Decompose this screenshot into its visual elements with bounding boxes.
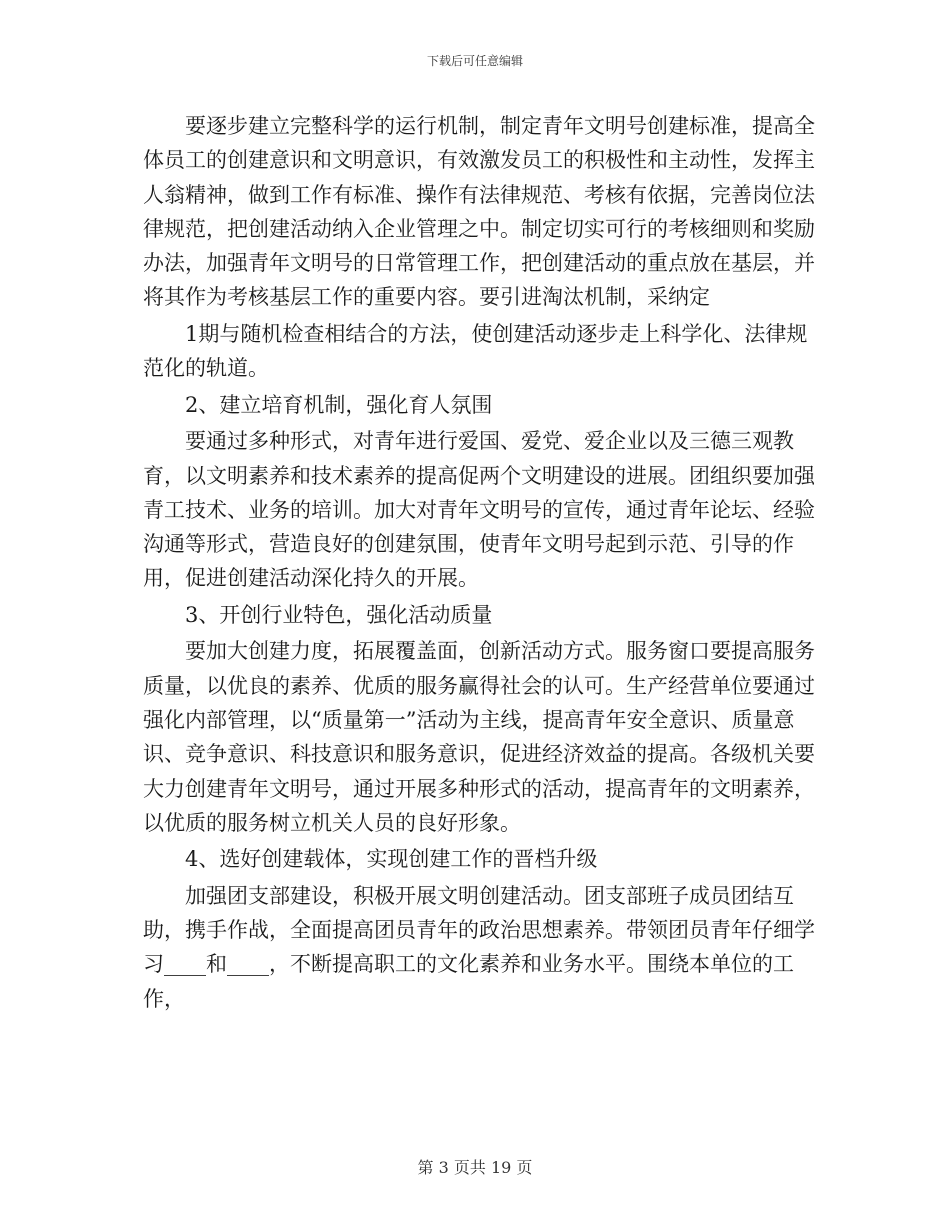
paragraph-2: 1期与随机检查相结合的方法，使创建活动逐步走上科学化、法律规范化的轨道。 <box>143 321 808 381</box>
document-body <box>143 109 815 1018</box>
page-footer: 第 3 页共 19 页 <box>417 1158 533 1177</box>
section-heading-4: 4、选好创建载体，实现创建工作的晋档升级 <box>185 847 598 872</box>
paragraph-1: 要逐步建立完整科学的运行机制，制定青年文明号创建标准，提高全体员工的创建意识和文明意识，有效激发员工的积极性和主动性，发挥主人翁精神，做到工作有标准、操作有法律规范、考核有依据，完善岗位法律规范，把创建活动纳入企业管理之中。制定切实可行的考核细则和奖励办法，加强青年文明号的日常管理工作，把创建活动的重点放在基层，并将其作为考核基层工作的重要内容。要引进淘汰机制，采纳定 <box>143 114 815 310</box>
paragraph-3: 要通过多种形式，对青年进行爱国、爱党、爱企业以及三德三观教育，以文明素养和技术素养的提高促两个文明建设的进展。团组织要加强青工技术、业务的培训。加大对青年文明号的宣传，通过青年论坛、经验沟通等形式，营造良好的创建氛围，使青年文明号起到示范、引导的作用，促进创建活动深化持久的开展。 <box>143 429 815 591</box>
paragraph-5: 加强团支部建设，积极开展文明创建活动。团支部班子成员团结互助，携手作战，全面提高团员青年的政治思想素养。带领团员青年仔细学习____和____，不断提高职工的文化素养和业务水平。围绕本单位的工作， <box>143 883 815 1011</box>
section-heading-3: 3、开创行业特色，强化活动质量 <box>185 602 493 627</box>
section-heading-2: 2、建立培育机制，强化育人氛围 <box>185 392 493 417</box>
page-header: 下载后可任意编辑 <box>426 54 523 68</box>
paragraph-4: 要加大创建力度，拓展覆盖面，创新活动方式。服务窗口要提高服务质量，以优良的素养、优质的服务赢得社会的认可。生产经营单位要通过强化内部管理，以“质量第一”活动为主线，提高青年安全意识、质量意识、竞争意识、科技意识和服务意识，促进经济效益的提高。各级机关要大力创建青年文明号，通过开展多种形式的活动，提高青年的文明素养，以优质的服务树立机关人员的良好形象。 <box>143 639 815 835</box>
